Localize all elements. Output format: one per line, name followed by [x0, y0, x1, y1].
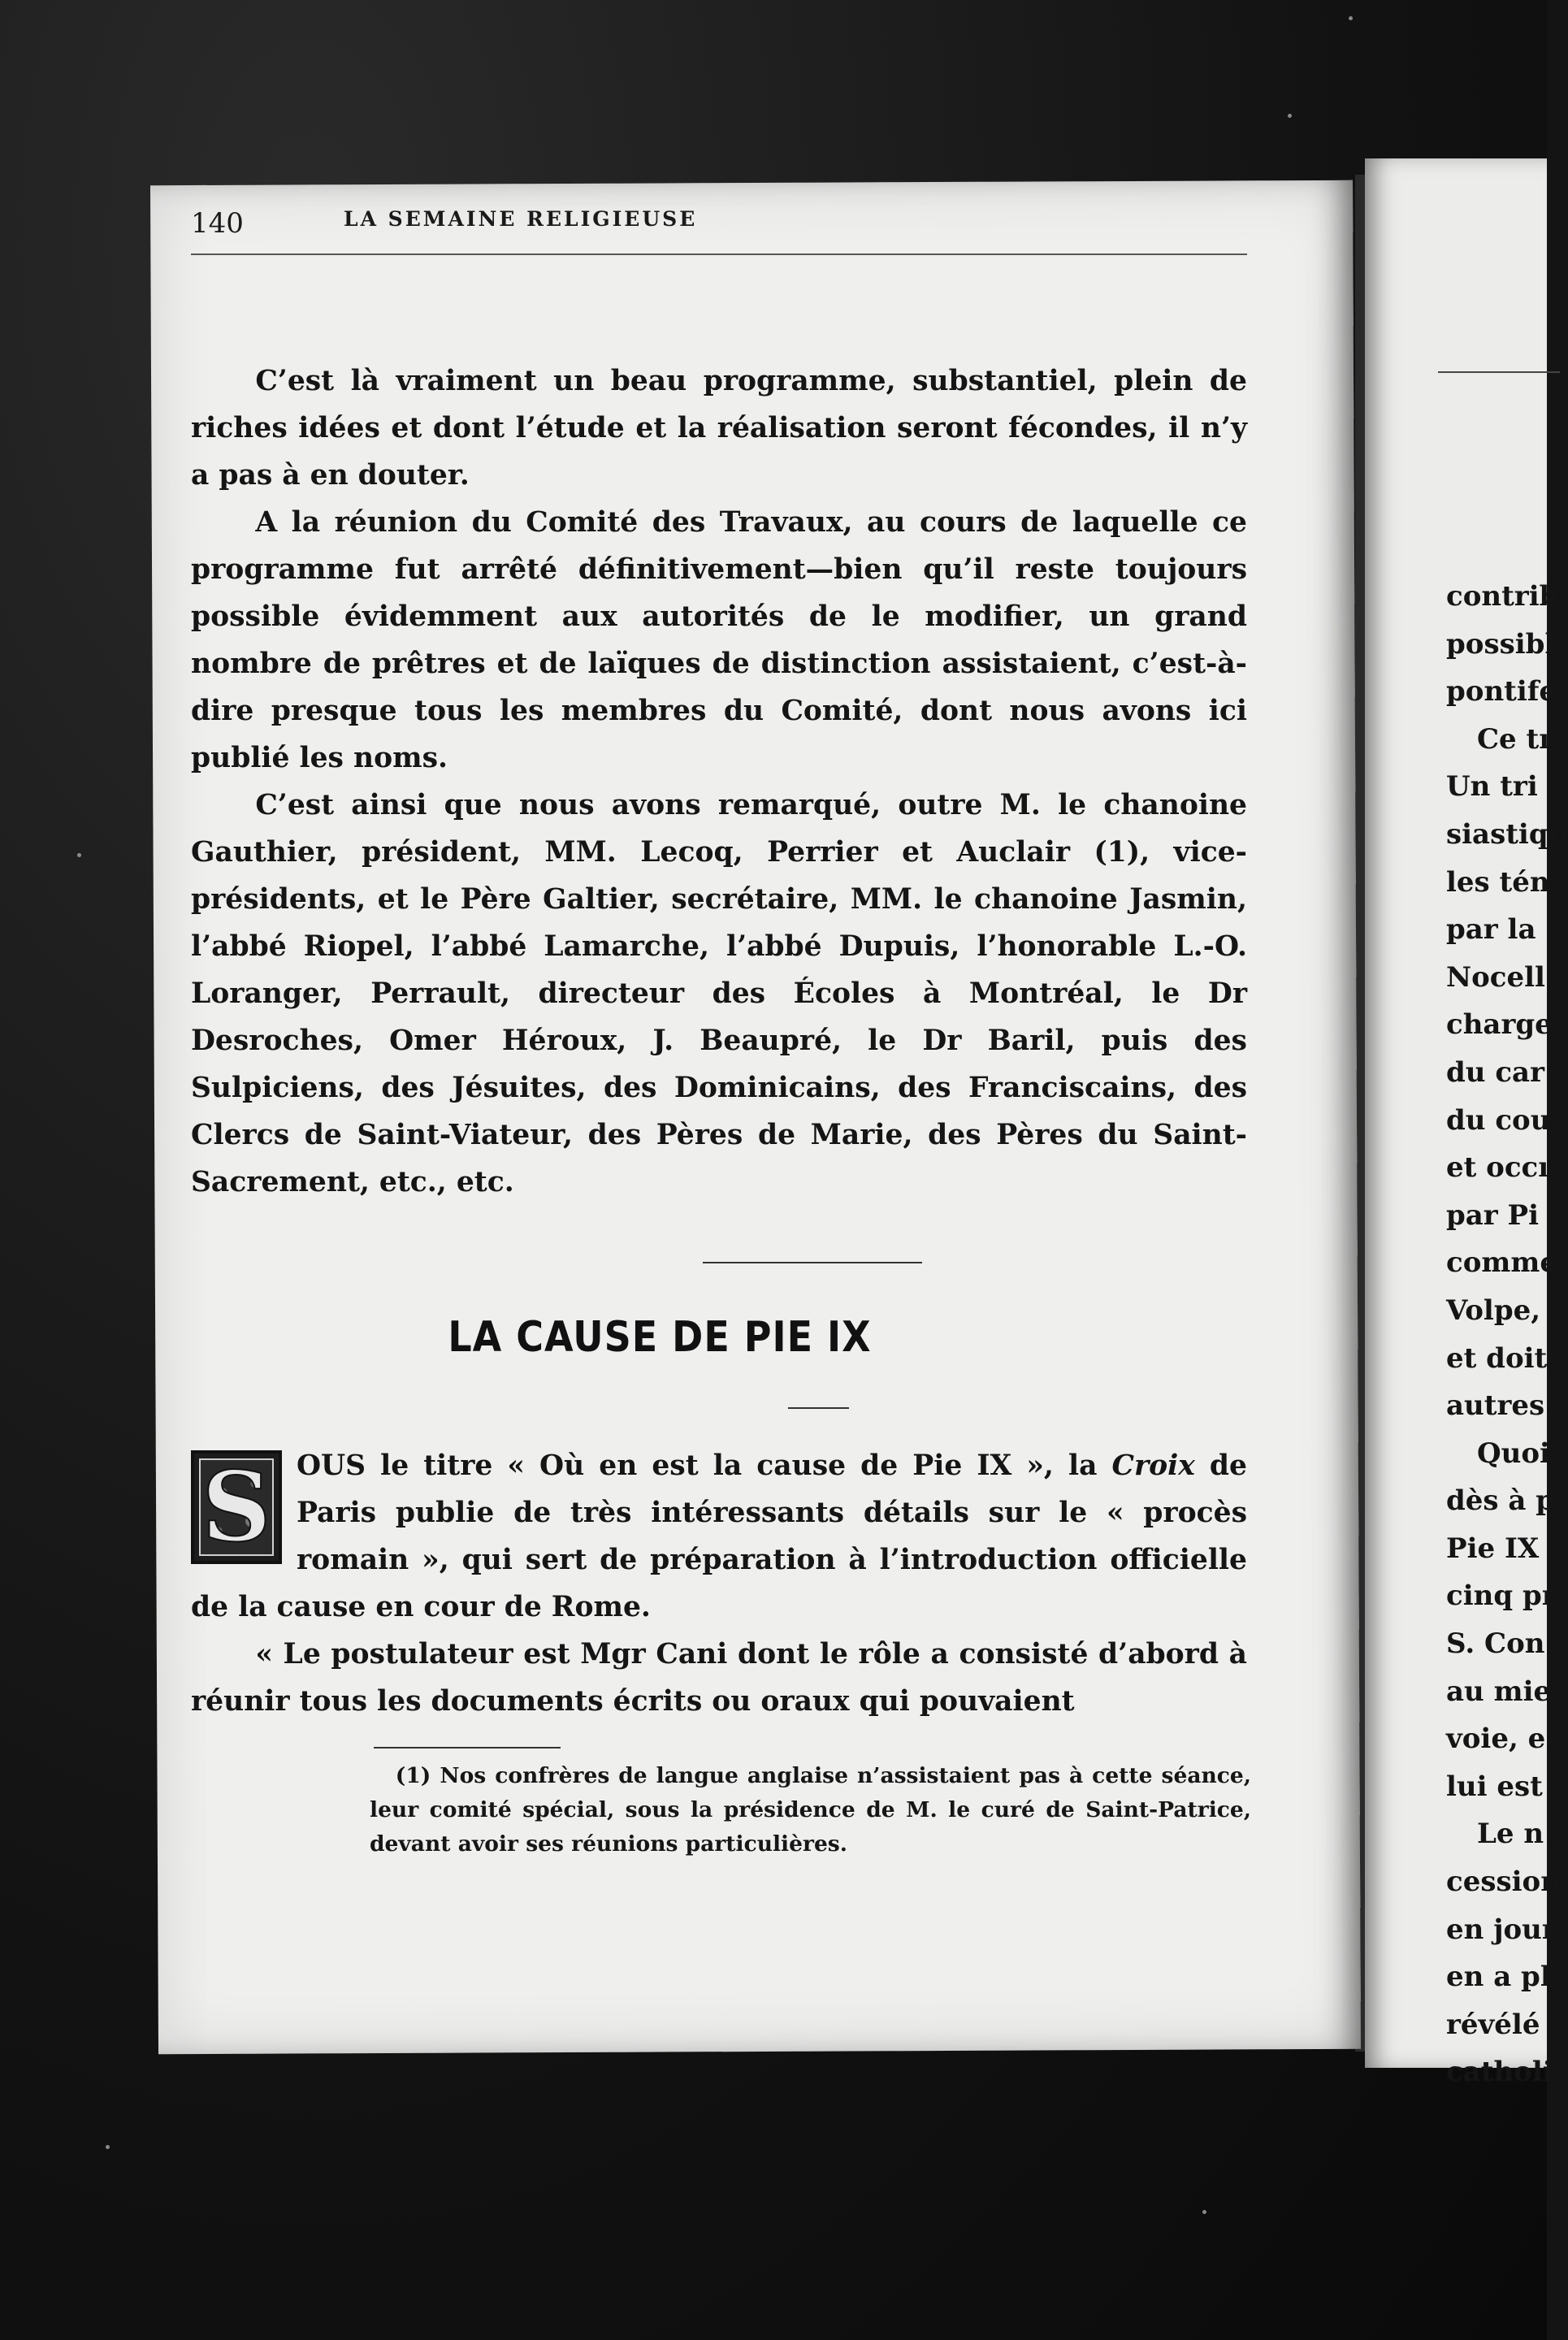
right-page-line: révélé [1446, 2008, 1540, 2041]
right-page-line: Nocell [1446, 960, 1545, 994]
right-page-line: cinq pı [1446, 1580, 1553, 1613]
page-header [191, 207, 1247, 297]
right-page-line: pontife [1446, 675, 1557, 708]
dust-speck [1202, 2210, 1206, 2214]
page-number: 140 [191, 207, 244, 240]
right-page-line: Pie IX [1446, 1532, 1540, 1565]
right-page [1365, 158, 1568, 2089]
dropcap-ornament [191, 1450, 282, 1564]
right-page-line: autres [1446, 1389, 1545, 1423]
section-title-text: LA CAUSE DE PIE IX [448, 1311, 872, 1362]
right-page-line: Ce tı [1477, 722, 1550, 756]
right-page-line: du cou [1446, 1103, 1551, 1137]
right-page-line: Le n [1477, 1818, 1544, 1851]
article-italic-word: Croix [1111, 1450, 1195, 1482]
right-page-line: cession [1446, 1866, 1561, 1899]
paragraph: C’est là vraiment un beau programme, substantiel, plein de riches idées et dont l’étude et la réalisation seront fécondes, il n’y a pas à en douter. [191, 365, 1247, 492]
right-page-line: voie, e [1446, 1722, 1546, 1756]
footnote-rule [374, 1747, 561, 1748]
section-title [0, 1312, 1547, 1361]
right-page-line: catholi [1446, 2056, 1553, 2089]
right-page-line: contrib [1446, 580, 1559, 613]
right-page-line: comme [1446, 1246, 1557, 1280]
dust-speck [1288, 114, 1292, 118]
footnote [370, 1759, 1251, 1861]
right-page-line: dès à p [1446, 1484, 1556, 1518]
right-page-line: au mie [1446, 1675, 1552, 1708]
right-page-line: Quoi [1477, 1436, 1550, 1470]
title-underline [788, 1407, 849, 1409]
footnote-text: (1) Nos confrères de langue anglaise n’assistaient pas à cette séance, leur comité spécial, sous la présidence de M. le curé de Saint-Patrice, devant avoir ses réunions particulières. [370, 1763, 1251, 1857]
section-divider [703, 1262, 922, 1263]
right-page-line: charge [1446, 1008, 1553, 1042]
dust-speck [77, 853, 81, 857]
running-title: LA SEMAINE RELIGIEUSE [344, 207, 698, 231]
right-page-line: Volpe, [1446, 1294, 1541, 1327]
dust-speck [106, 2145, 110, 2149]
dust-speck [1349, 16, 1353, 20]
article-text-segment: OUS le titre « Où en est la cause de Pie IX », la [297, 1450, 1112, 1482]
right-page-line: S. Con [1446, 1627, 1545, 1661]
right-page-line: du car [1446, 1055, 1544, 1089]
dropcap-letter: S [201, 1450, 271, 1563]
right-page-line: possibl [1446, 627, 1556, 661]
article-paragraph: « Le postulateur est Mgr Cani dont le rôle a consisté d’abord à réunir tous les documents écrits ou oraux qui pouvaient [191, 1638, 1247, 1718]
right-page-line: les tén [1446, 865, 1550, 899]
right-page-line: et doit [1446, 1341, 1548, 1375]
right-page-rule [1438, 371, 1560, 373]
right-page-line: Un tri [1446, 770, 1538, 804]
right-page-line: siastiqu [1446, 817, 1568, 851]
body-text [191, 358, 1247, 1206]
paragraph: A la réunion du Comité des Travaux, au cours de laquelle ce programme fut arrêté définitivement—bien qu’il reste toujours possible évidemment aux autorités de le modifier, un grand nombre de prêtres et de laïques de distinction assistaient, c’est-à-dire presque tous les membres du Comité, dont nous avons ici publié les noms. [191, 506, 1247, 774]
right-page-line: et occı [1446, 1151, 1549, 1185]
right-page-line: par Pi [1446, 1198, 1540, 1232]
article-text [191, 1442, 1247, 1725]
right-page-line: en jour [1446, 1913, 1557, 1946]
article-text-segment: de Paris publie de très intéressants détails sur le « procès romain », qui sert de préparation à l’introduction officielle de la cause en cour de Rome. [191, 1450, 1247, 1623]
right-page-line: en a pl [1446, 1961, 1551, 1994]
right-page-line: lui est [1446, 1770, 1543, 1803]
paragraph: C’est ainsi que nous avons remarqué, outre M. le chanoine Gauthier, président, MM. Lecoq, Perrier et Auclair (1), vice-présidents, et le Père Galtier, secrétaire, MM. le chanoine Jasmin, l’abbé Riopel, l’abbé Lamarche, l’abbé Dupuis, l’honorable L.-O. Loranger, Perrault, directeur des Écoles à Montréal, le Dr Desroches, Omer Héroux, J. Beaupré, le Dr Baril, puis des Sulpiciens, des Jésuites, des Dominicains, des Franciscains, des Clercs de Saint-Viateur, des Pères de Marie, des Pères du Saint-Sacrement, etc., etc. [191, 789, 1247, 1198]
article-paragraph [191, 1442, 1247, 1631]
header-rule [191, 254, 1247, 255]
right-page-line: par la [1446, 913, 1536, 947]
